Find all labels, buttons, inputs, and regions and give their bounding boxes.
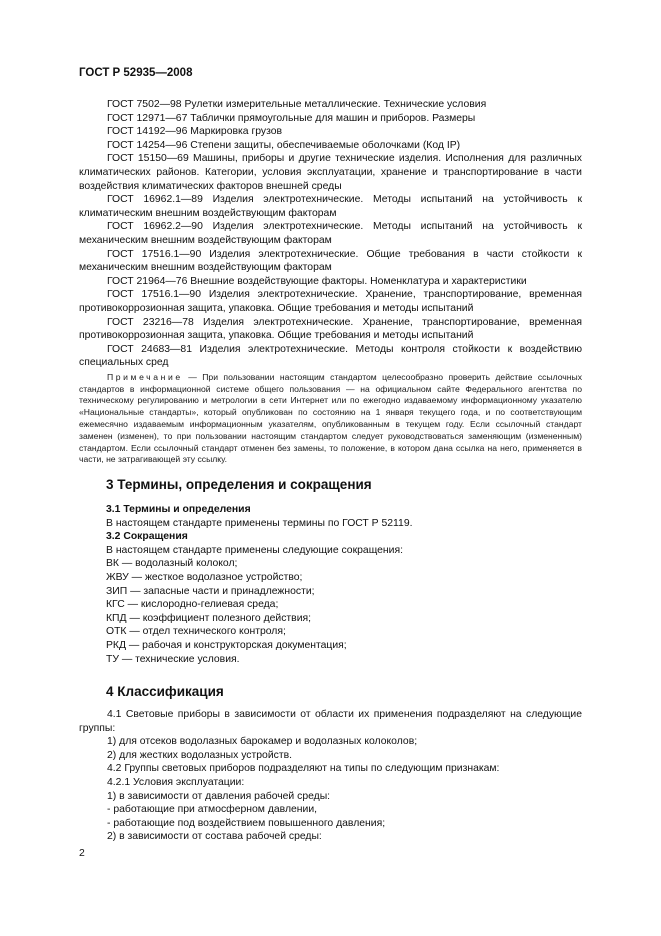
paragraph: 4.2 Группы световых приборов подразделяют на типы по следующим признакам: <box>107 763 500 775</box>
subsection-3-1-text: В настоящем стандарте применены термины по ГОСТ Р 52119. <box>106 517 413 529</box>
reference-item: ГОСТ 15150—69 Машины, приборы и другие технические изделия. Исполнения для различных климатических районов. Категории, условия эксплуатации, хранение и транспортирование в части воздействия климатических факторов внешней среды <box>79 153 582 192</box>
paragraph: 1) для отсеков водолазных барокамер и водолазных колоколов; <box>107 736 418 748</box>
paragraph: 4.2.1 Условия эксплуатации: <box>107 776 245 788</box>
note-label: Примечание <box>107 371 183 382</box>
paragraph: - работающие при атмосферном давлении, <box>107 804 318 816</box>
reference-item: ГОСТ 7502—98 Рулетки измерительные металлические. Технические условия <box>107 99 487 110</box>
abbreviation-item: ЗИП — запасные части и принадлежности; <box>106 585 315 597</box>
reference-item: ГОСТ 12971—67 Таблички прямоугольные для машин и приборов. Размеры <box>107 112 476 124</box>
reference-item: ГОСТ 16962.2—90 Изделия электротехнические. Методы испытаний на устойчивость к механическим внешним воздействующим факторам <box>79 221 582 246</box>
note-text: — При пользовании настоящим стандартом целесообразно проверить действие ссылочных стандартов в информационной системе общего пользования — на официальном сайте Федерального агентства по техническому регулированию и метрологии в сети Интернет или по ежегодно издаваемому информационному указателю «Национальные стандарты», который опубликован по состоянию на 1 января текущего года, и по соответствующим ежемесячно издаваемым информационным указателям, опубликованным в текущем году. Если ссылочный стандарт заменен (изменен), то при пользовании настоящим стандартом следует руководствоваться заменяющим (измененным) стандартом. Если ссылочный стандарт отменен без замены, то положение, в котором дана ссылка на него, применяется в части, не затрагивающей эту ссылку. <box>79 371 582 465</box>
section-3-title: 3 Термины, определения и сокращения <box>106 477 372 492</box>
abbreviation-item: РКД — рабочая и конструкторская документация; <box>106 639 347 651</box>
abbreviation-item: КГС — кислородно-гелиевая среда; <box>106 599 279 611</box>
paragraph: 4.1 Световые приборы в зависимости от области их применения подразделяют на следующие группы: <box>79 709 582 734</box>
reference-item: ГОСТ 14254—96 Степени защиты, обеспечиваемые оболочками (Код IP) <box>107 139 461 151</box>
note-paragraph <box>79 372 582 466</box>
abbreviation-item: ОТК — отдел технического контроля; <box>106 626 286 638</box>
paragraph: - работающие под воздействием повышенного давления; <box>107 817 386 829</box>
subsection-3-2-intro: В настоящем стандарте применены следующие сокращения: <box>106 544 403 556</box>
paragraph: 1) в зависимости от давления рабочей среды: <box>107 790 331 802</box>
subsection-3-1-title: 3.1 Термины и определения <box>106 504 251 515</box>
reference-item: ГОСТ 24683—81 Изделия электротехнические. Методы контроля стойкости к воздействию специальных сред <box>79 343 582 369</box>
subsection-3-2-title: 3.2 Сокращения <box>106 531 188 543</box>
document-header: ГОСТ Р 52935—2008 <box>79 67 193 79</box>
section-4-title: 4 Классификация <box>106 684 224 699</box>
reference-item: ГОСТ 21964—76 Внешние воздействующие факторы. Номенклатура и характеристики <box>107 275 527 287</box>
section-4-body <box>79 708 582 844</box>
paragraph: 2) для жестких водолазных устройств. <box>107 749 292 761</box>
abbreviation-item: ТУ — технические условия. <box>106 653 240 665</box>
abbreviation-item: ВК — водолазный колокол; <box>106 558 238 570</box>
normative-references <box>79 98 582 466</box>
reference-item: ГОСТ 17516.1—90 Изделия электротехнические. Общие требования в части стойкости к механическим внешним воздействующим факторам <box>79 248 582 274</box>
abbreviation-item: КПД — коэффициент полезного действия; <box>106 612 312 624</box>
page-number: 2 <box>79 848 85 859</box>
reference-item: ГОСТ 23216—78 Изделия электротехнические. Хранение, транспортирование, временная противокоррозионная защита, упаковка. Общие требования и методы испытаний <box>79 316 582 342</box>
reference-item: ГОСТ 17516.1—90 Изделия электротехнические. Хранение, транспортирование, временная противокоррозионная защита, упаковка. Общие требования и методы испытаний <box>79 289 582 314</box>
reference-item: ГОСТ 16962.1—89 Изделия электротехнические. Методы испытаний на устойчивость к климатическим внешним воздействующим факторам <box>79 194 582 219</box>
paragraph: 2) в зависимости от состава рабочей среды: <box>107 831 322 843</box>
section-3-body <box>106 503 582 666</box>
reference-item: ГОСТ 14192—96 Маркировка грузов <box>107 126 283 138</box>
abbreviation-item: ЖВУ — жесткое водолазное устройство; <box>106 571 303 583</box>
